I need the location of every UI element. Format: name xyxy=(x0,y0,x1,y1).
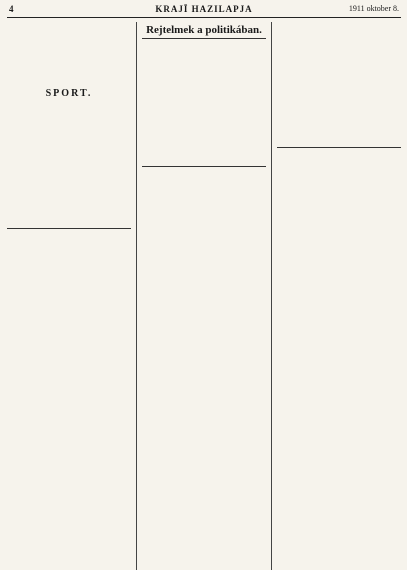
divider xyxy=(7,228,131,229)
article-title: Rejtelmek a politikában. xyxy=(142,24,266,39)
article-paragraph xyxy=(142,172,266,292)
article-paragraph xyxy=(142,41,266,161)
sport-paragraph xyxy=(7,103,131,223)
column-divider xyxy=(136,22,137,570)
section-title-sport: SPORT. xyxy=(45,88,93,99)
column-divider xyxy=(271,22,272,570)
page-header xyxy=(7,4,401,18)
article-paragraph xyxy=(277,22,401,142)
columns xyxy=(7,22,401,570)
divider xyxy=(142,166,266,167)
article-paragraph xyxy=(7,234,131,354)
article-paragraph xyxy=(277,153,401,273)
issue-date: 1911 oktober 8. xyxy=(348,4,399,13)
article-paragraph xyxy=(7,22,131,82)
newspaper-name: KRAJĪ HAZILAPJA xyxy=(155,4,253,14)
page-number: 4 xyxy=(9,4,14,14)
column-3 xyxy=(277,22,401,570)
divider xyxy=(277,147,401,148)
column-1 xyxy=(7,22,131,570)
column-2 xyxy=(142,22,266,570)
